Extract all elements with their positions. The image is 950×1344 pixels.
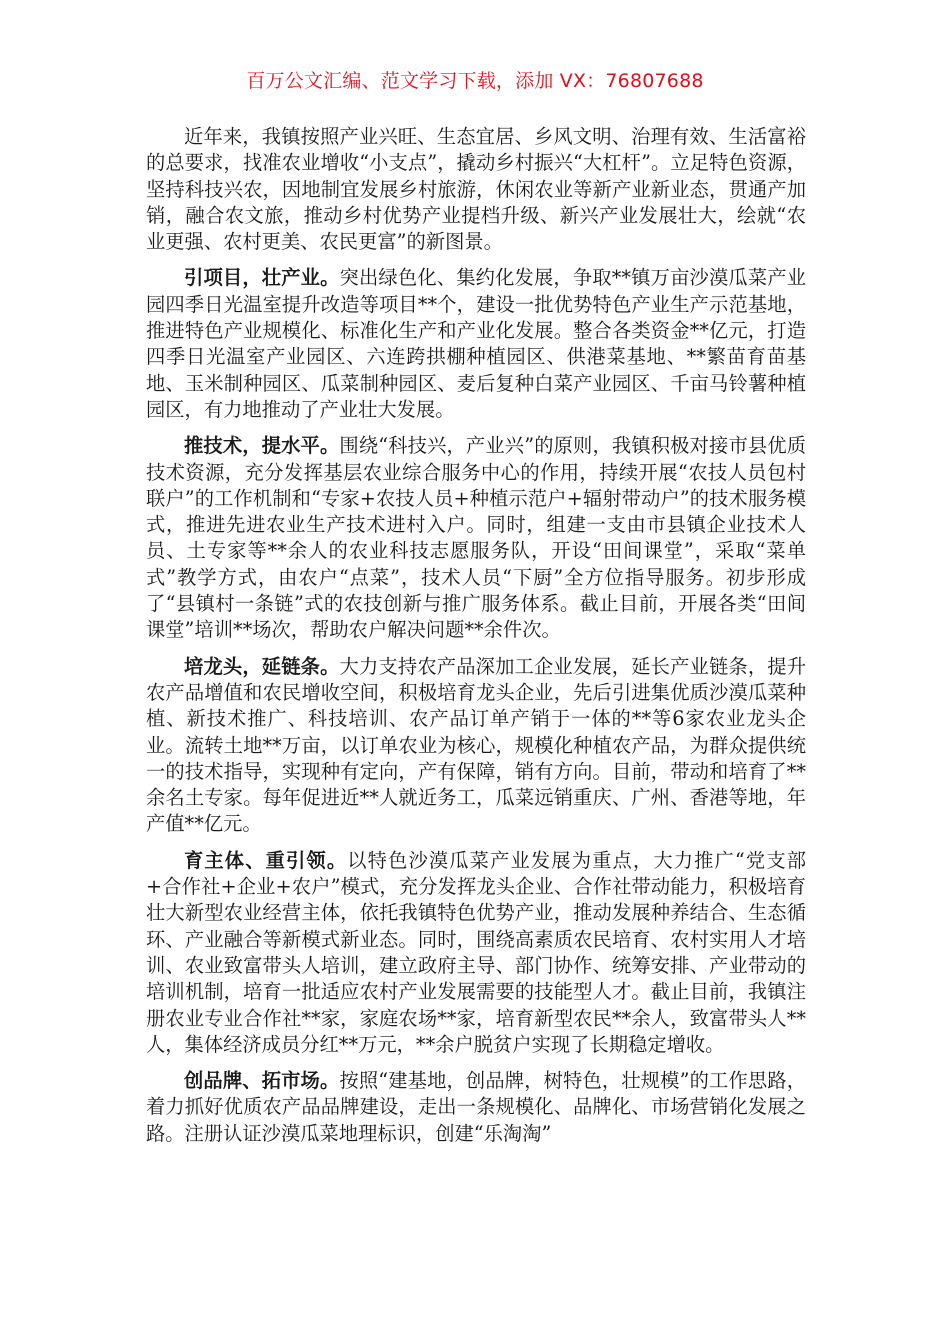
header-banner: 百万公文汇编、范文学习下载，添加 VX：76807688: [246, 70, 704, 92]
paragraph-text: 按照“建基地，创品牌，树特色，壮规模”的工作思路，着力抓好优质农产品品牌建设，走出一条规模化、品牌化、市场营销化发展之路。注册认证沙漠瓜菜地理标识，创建“乐淘淘”: [146, 1069, 806, 1145]
paragraph-intro: [146, 124, 806, 255]
paragraph-lead: 推技术，提水平。: [184, 434, 340, 458]
paragraph-technology: [146, 433, 806, 643]
paragraph-lead: 培龙头，延链条。: [184, 654, 340, 678]
paragraph-text: 大力支持农产品深加工企业发展，延长产业链条，提升农产品增值和农民增收空间，积极培育龙头企业，先后引进集优质沙漠瓜菜种植、新技术推广、科技培训、农产品订单产销于一体的**等6家农业龙头企业。流转土地**万亩，以订单农业为核心，规模化种植农产品，为群众提供统一的技术指导，实现种有定向，产有保障，销有方向。目前，带动和培育了**余名土专家。每年促进近**人就近务工，瓜菜远销重庆、广州、香港等地，年产值**亿元。: [146, 654, 807, 836]
paragraph-text: 突出绿色化、集约化发展，争取**镇万亩沙漠瓜菜产业园四季日光温室提升改造等项目**个，建设一批优势特色产业生产示范基地，推进特色产业规模化、标准化生产和产业化发展。整合各类资金**亿元，打造四季日光温室产业园区、六连跨拱棚种植园区、供港菜基地、**繁苗育苗基地、玉米制种园区、瓜菜制种园区、麦后复种白菜产业园区、千亩马铃薯种植园区，有力地推动了产业壮大发展。: [146, 266, 807, 421]
paragraph-lead: 创品牌、拓市场。: [184, 1069, 340, 1093]
paragraph-lead: 育主体、重引领。: [184, 848, 348, 872]
paragraph-text: 围绕“科技兴，产业兴”的原则，我镇积极对接市县优质技术资源，充分发挥基层农业综合服务中心的作用，持续开展“农技人员包村联户”的工作机制和“专家+农技人员+种植示范户+辐射带动户”的技术服务模式，推进先进农业生产技术进村入户。同时，组建一支由市县镇企业技术人员、土专家等**余人的农业科技志愿服务队，开设“田间课堂”，采取“菜单式”教学方式，由农户“点菜”，技术人员“下厨”全方位指导服务。初步形成了“县镇村一条链”式的农技创新与推广服务体系。截止目前，开展各类“田间课堂”培训**场次，帮助农户解决问题**余件次。: [146, 434, 806, 642]
paragraph-text: 以特色沙漠瓜菜产业发展为重点，大力推广“党支部+合作社+企业+农户”模式，充分发挥龙头企业、合作社带动能力，积极培育壮大新型农业经营主体，依托我镇特色优势产业，推动发展种养结合、生态循环、产业融合等新模式新业态。同时，围绕高素质农民培育、农村实用人才培训、农业致富带头人培训，建立政府主导、部门协作、统筹安排、产业带动的培训机制，培育一批适应农村产业发展需要的技能型人才。截止目前，我镇注册农业专业合作社**家，家庭农场**家，培育新型农民**余人，致富带头人**人，集体经济成员分红**万元，**余户脱贫户实现了长期稳定增收。: [146, 848, 807, 1056]
paragraph-text: 近年来，我镇按照产业兴旺、生态宜居、乡风文明、治理有效、生活富裕的总要求，找准农业增收“小支点”，撬动乡村振兴“大杠杆”。立足特色资源，坚持科技兴农，因地制宜发展乡村旅游，休闲农业等新产业新业态，贯通产加销，融合农文旅，推动乡村优势产业提档升级、新兴产业发展壮大，绘就“农业更强、农村更美、农民更富”的新图景。: [146, 125, 806, 254]
paragraph-lead: 引项目，壮产业。: [184, 266, 340, 290]
paragraph-branding: [146, 1068, 806, 1147]
paragraph-business-entities: [146, 848, 806, 1058]
document-body: [146, 124, 806, 1157]
paragraph-leading-enterprises: [146, 654, 806, 838]
paragraph-projects: [146, 265, 806, 423]
